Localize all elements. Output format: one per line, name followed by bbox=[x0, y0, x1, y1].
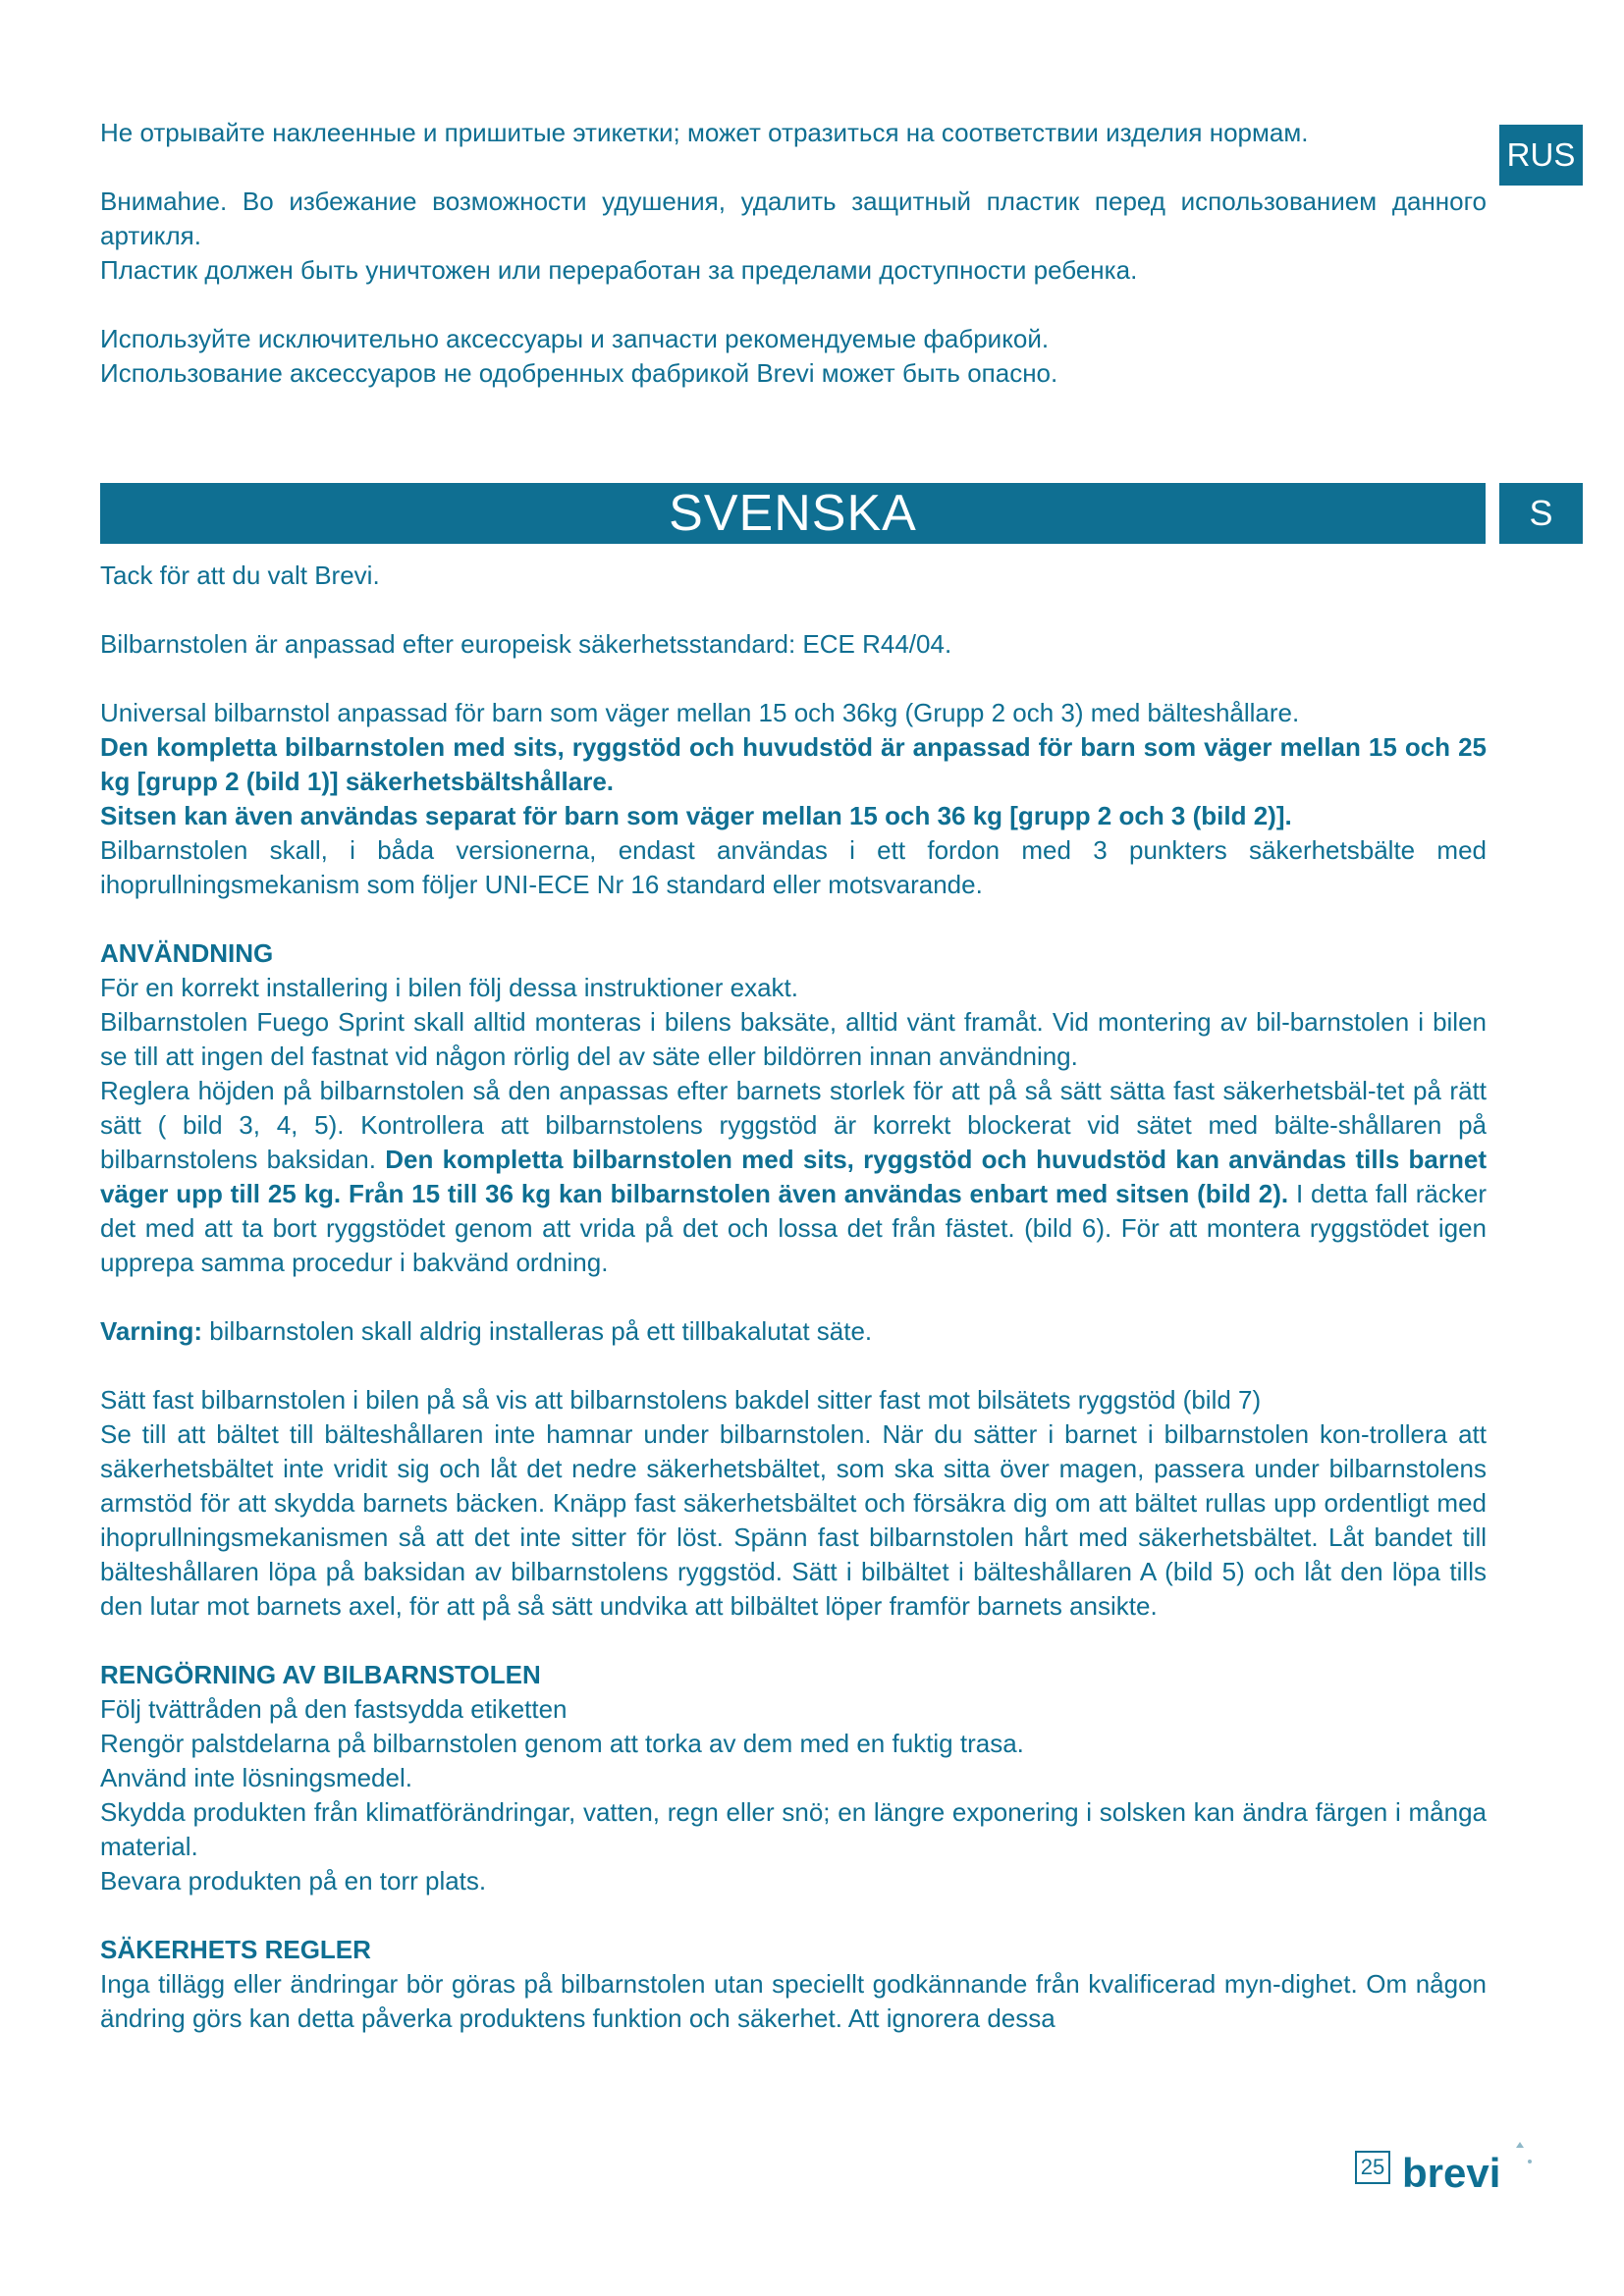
cleaning-line-5: Bevara produkten på en torr plats. bbox=[100, 1866, 487, 1896]
usage-line-2: Bilbarnstolen Fuego Sprint skall alltid monteras i bilens baksäte, alltid vänt framåt. Vid montering av bil-barnstolen i bilen se till att ingen del fastnat vid någon rörlig del av säte eller bildörren innan användning. bbox=[100, 1007, 1487, 1071]
warning-paragraph bbox=[100, 1314, 1487, 1349]
lang-tab-s: S bbox=[1499, 483, 1583, 544]
versions-text: Bilbarnstolen skall, i båda versionerna, endast användas i ett fordon med 3 punkters säkerhetsbälte med ihoprullningsmekanism som följer UNI-ECE Nr 16 standard eller motsvarande. bbox=[100, 835, 1487, 899]
section-title: SVENSKA bbox=[669, 485, 917, 542]
russian-paragraph-plastic: Пластик должен быть уничтожен или переработан за пределами доступности ребенка. bbox=[100, 255, 1138, 285]
brevi-logo bbox=[1400, 2138, 1538, 2197]
cleaning-line-2: Rengör palstdelarna på bilbarnstolen genom att torka av dem med en fuktig trasa. bbox=[100, 1729, 1024, 1758]
russian-paragraph-labels: Не отрывайте наклеенные и пришитые этикетки; может отразиться на соответствии изделия нормам. bbox=[100, 118, 1309, 147]
russian-paragraph-accessories-danger: Использование аксессуаров не одобренных фабрикой Brevi может быть опасно. bbox=[100, 358, 1058, 388]
thanks-text: Tack för att du valt Brevi. bbox=[100, 561, 380, 590]
cleaning-line-3: Använd inte lösningsmedel. bbox=[100, 1763, 412, 1792]
page-number: 25 bbox=[1355, 2151, 1390, 2184]
lang-tab-rus: RUS bbox=[1499, 125, 1583, 186]
usage-line-3 bbox=[100, 1074, 1487, 1280]
russian-paragraph-accessories: Используйте исключительно аксессуары и запчасти рекомендуемые фабрикой. bbox=[100, 324, 1050, 353]
usage-line-3b: Den kompletta bilbarnstolen med sits, ryggstöd och huvudstöd kan användas tills barnet väger upp till 25 kg. Från 15 till 36 kg kan bilbarnstolen även användas enbart med sitsen (bild 2). bbox=[100, 1145, 1487, 1208]
standard-text: Bilbarnstolen är anpassad efter europeisk säkerhetsstandard: ECE R44/04. bbox=[100, 629, 952, 659]
fasten-line-1: Sätt fast bilbarnstolen i bilen på så vis att bilbarnstolens bakdel sitter fast mot bilsätets ryggstöd (bild 7) bbox=[100, 1385, 1262, 1415]
safety-text: Inga tillägg eller ändringar bör göras på bilbarnstolen utan speciellt godkännande från kvalificerad myn-dighet. Om någon ändring görs kan detta påverka produktens funktion och säkerhet. Att ignorera dessa bbox=[100, 1969, 1487, 2033]
safety-heading: SÄKERHETS REGLER bbox=[100, 1935, 371, 1964]
warning-label: Varning: bbox=[100, 1316, 203, 1346]
usage-line-1: För en korrekt installering i bilen följ dessa instruktioner exakt. bbox=[100, 973, 798, 1002]
usage-heading: ANVÄNDNING bbox=[100, 938, 274, 968]
usage-line-3c: I detta fall räcker det med att ta bort ryggstödet genom att vrida på det och lossa det från fästet. (bild 6). För att montera ryggstödet igen upprepa samma procedur i bakvänd ordning. bbox=[100, 1179, 1487, 1277]
warning-text: bilbarnstolen skall aldrig installeras på ett tillbakalutat säte. bbox=[202, 1316, 873, 1346]
russian-block bbox=[100, 116, 1487, 391]
universal-text: Universal bilbarnstol anpassad för barn som väger mellan 15 och 36kg (Grupp 2 och 3) med bälteshållare. bbox=[100, 698, 1300, 727]
cleaning-heading: RENGÖRNING AV BILBARNSTOLEN bbox=[100, 1660, 541, 1689]
swedish-block bbox=[100, 559, 1487, 2036]
usage-line-3a: Reglera höjden på bilbarnstolen så den anpassas efter barnets storlek för att på så sätt sätta fast säkerhetsbäl-tet på rätt sätt ( bild 3, 4, 5). Kontrollera att bilbarnstolens ryggstöd är korrekt blockerat vid sätet med bälte-shållaren på bilbarnstolens baksidan. bbox=[100, 1076, 1487, 1174]
cleaning-line-4: Skydda produkten från klimatförändringar, vatten, regn eller snö; en längre exponering i solsken kan ändra färgen i många material. bbox=[100, 1797, 1487, 1861]
section-title-banner bbox=[100, 483, 1486, 544]
logo-wordmark: brevi bbox=[1402, 2150, 1501, 2196]
logo-crown-icon bbox=[1516, 2142, 1524, 2148]
complete-seat-text: Den kompletta bilbarnstolen med sits, ryggstöd och huvudstöd är anpassad för barn som väger mellan 15 och 25 kg [grupp 2 (bild 1)] säkerhetsbältshållare. bbox=[100, 732, 1487, 796]
cleaning-line-1: Följ tvättråden på den fastsydda etiketten bbox=[100, 1694, 568, 1724]
fasten-line-2: Se till att bältet till bälteshållaren inte hamnar under bilbarnstolen. När du sätter i barnet i bilbarnstolen kon-trollera att säkerhetsbältet inte vridit sig och låt det nedre säkerhetsbältet, som ska sitta över magen, passera under bilbarnstolens armstöd för att skydda barnets bäcken. Knäpp fast säkerhetsbältet och försäkra dig om att bältet rullas upp ordentligt med ihoprullningsmekanismen så att det inte sitter för löst. Spänn fast bilbarnstolen hårt med säkerhetsbältet. Låt bandet till bälteshållaren löpa på baksidan av bilbarnstolens ryggstöd. Sätt i bilbältet i bälteshållaren A (bild 5) och låt den löpa tills den lutar mot barnets axel, för att på så sätt undvika att bilbältet löper framför barnets ansikte. bbox=[100, 1419, 1487, 1621]
russian-paragraph-warning: Bнимahие. Во избежание возможности удушения, удалить защитный пластик перед использованием данного артикля. bbox=[100, 187, 1487, 250]
logo-dot-icon bbox=[1528, 2160, 1532, 2163]
separate-seat-text: Sitsen kan även användas separat för barn som väger mellan 15 och 36 kg [grupp 2 och 3 (bild 2)]. bbox=[100, 801, 1292, 830]
